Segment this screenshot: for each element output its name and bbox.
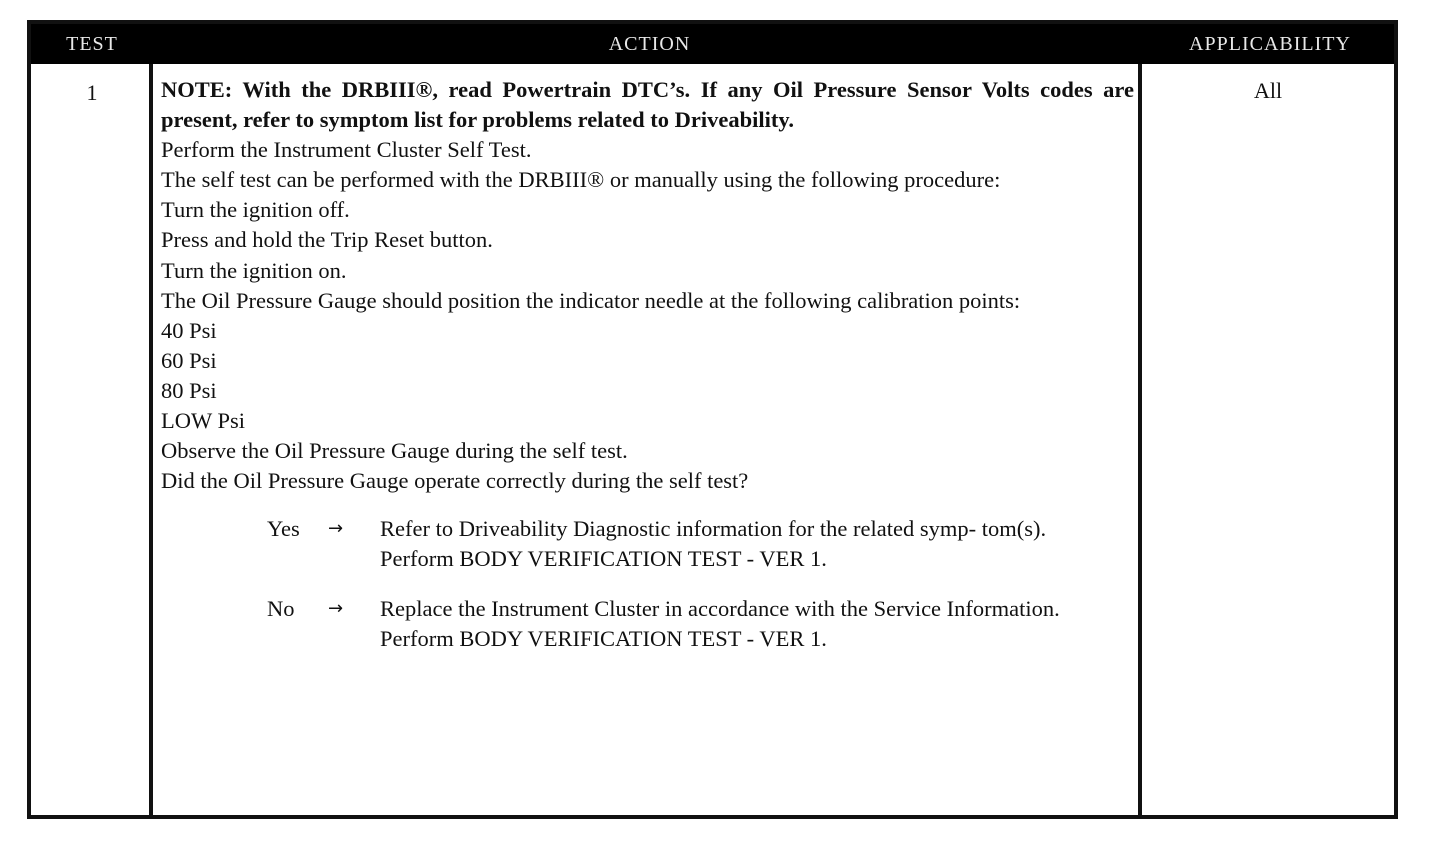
outcomes <box>161 514 1134 653</box>
outcome-text <box>380 594 1134 654</box>
applicability-value: All <box>1253 78 1283 103</box>
test-number: 1 <box>86 80 98 105</box>
column-divider <box>149 64 153 815</box>
action-cell <box>161 75 1134 654</box>
diagnostic-table <box>27 20 1398 819</box>
arrow-right-icon: → <box>328 597 344 619</box>
outcome-line: Perform BODY VERIFICATION TEST - VER 1. <box>380 546 827 572</box>
outcome-line: Perform BODY VERIFICATION TEST - VER 1. <box>380 625 827 651</box>
question-text: Did the Oil Pressure Gauge operate correctly during the self test? <box>161 468 749 494</box>
step-text: Observe the Oil Pressure Gauge during the self test. <box>161 438 628 464</box>
header-test: TEST <box>66 33 118 55</box>
table-header <box>31 24 1394 64</box>
calibration-point: 40 Psi <box>161 317 217 343</box>
header-action: ACTION <box>608 33 691 55</box>
step-text: Press and hold the Trip Reset button. <box>161 227 493 253</box>
calibration-point: 80 Psi <box>161 377 217 403</box>
outcome-label: No <box>267 595 295 621</box>
step-text: Turn the ignition on. <box>161 257 347 283</box>
outcome-label: Yes <box>267 516 300 542</box>
outcome-line: Replace the Instrument Cluster in accordance with the Service Information. <box>380 595 1060 621</box>
outcome-text <box>380 514 1134 574</box>
table-row <box>31 64 1394 815</box>
step-text: The Oil Pressure Gauge should position the indicator needle at the following calibration points: <box>161 287 1021 313</box>
step-text: The self test can be performed with the DRBIII® or manually using the following procedure: <box>161 167 1001 193</box>
outcome-no <box>161 594 1134 654</box>
column-divider <box>1138 64 1142 815</box>
arrow-right-icon: → <box>328 518 344 540</box>
note-text: NOTE: With the DRBIII®, read Powertrain DTC’s. If any Oil Pressure Sensor Volts codes are present, refer to symptom list for problems related to Driveability. <box>161 77 1134 133</box>
calibration-point: LOW Psi <box>161 408 245 434</box>
outcome-yes <box>161 514 1134 574</box>
step-text: Perform the Instrument Cluster Self Test. <box>161 137 532 163</box>
header-applicability: APPLICABILITY <box>1189 33 1351 55</box>
calibration-point: 60 Psi <box>161 347 217 373</box>
outcome-line: Refer to Driveability Diagnostic information for the related symp- tom(s). <box>380 516 1047 542</box>
step-text: Turn the ignition off. <box>161 197 350 223</box>
